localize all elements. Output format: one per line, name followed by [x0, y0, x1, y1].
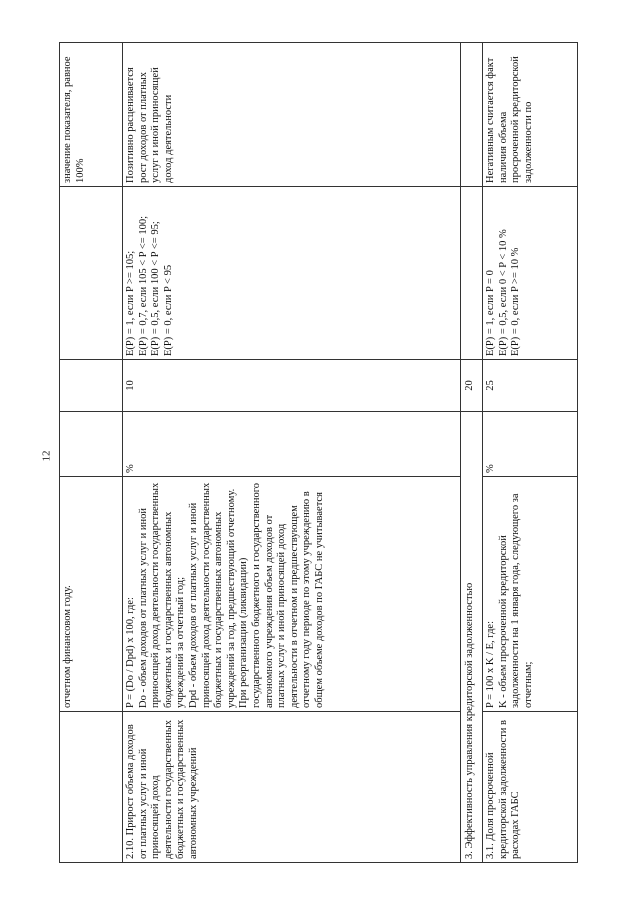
cell-comment [461, 43, 483, 187]
section-weight-cell [461, 360, 483, 412]
formula-line: При реорганизации (ликвидации) государственного бюджетного и государственного автономного учреждения объем доходов от платных услуг и иной приносящей доход деятельности в отчетном и предшествующем отчетному году периоде по этому учреждению в общем объеме доходов по ГАБС не учитывается [238, 482, 325, 708]
cell-unit [483, 412, 578, 477]
scale-line: E(P) = 1, если P = 0 [485, 270, 496, 356]
scale-line: E(P) = 0, если P >= 10 % [510, 247, 522, 356]
cell-weight [60, 360, 123, 412]
cell-formula [123, 477, 461, 712]
cell-name [60, 712, 123, 863]
section-title-cell [461, 412, 483, 863]
cell-comment [60, 43, 123, 187]
cell-comment [483, 43, 578, 187]
formula-line: Do - объем доходов от платных услуг и иной приносящей доход деятельности государственных бюджетных и государственных автономных учреждений за отчетный год; [137, 482, 187, 708]
cell-formula [60, 477, 123, 712]
cell-indicator-name [123, 712, 461, 863]
indicator-name: 3.1. Доля просроченной кредиторской задолженности в расходах ГАБС [485, 720, 522, 859]
weight-text: 10 [125, 380, 136, 391]
cell-weight [483, 360, 578, 412]
comment-text: Позитивно расценивается рост доходов от платных услуг и иной приносящей доход деятельности [125, 67, 174, 183]
comment-text: Негативным считается факт наличия объема просроченной кредиторской задолженности по [485, 56, 534, 183]
formula-line: P = 100 x K / E, где: [485, 621, 496, 708]
indicator-name: 2.10. Прирост объема доходов от платных услуг и иной приносящей доход деятельности государственных бюджетных и государственных автономных учреждений [125, 719, 199, 859]
cell-indicator-name [483, 712, 578, 863]
table-row-continuation [60, 43, 123, 863]
cell-scale [60, 187, 123, 360]
cell-comment [123, 43, 461, 187]
cell-unit [123, 412, 461, 477]
cell-formula [483, 477, 578, 712]
section-title: 3. Эффективность управления кредиторской задолженностью [464, 582, 475, 859]
page-number [40, 446, 52, 466]
unit-text: % [125, 464, 136, 473]
formula-line: Dpd - объем доходов от платных услуг и иной приносящей доход деятельности государственных бюджетных и государственных автономных учреждений за год, предшествующий отчетному. [187, 482, 237, 708]
table-row-3-1 [483, 43, 578, 863]
indicators-table [59, 42, 578, 863]
comment-text: значение показателя, равное 100% [62, 56, 86, 183]
unit-text: % [485, 464, 496, 473]
cell-scale [461, 187, 483, 360]
rotated-table-page [59, 43, 581, 863]
cell-scale [123, 187, 461, 360]
scale-line: E(P) = 0,5, если 100 < P <= 95; [150, 221, 162, 356]
section-weight: 20 [464, 380, 475, 391]
formula-line: K - объем просроченной кредиторской задолженности на 1 января года, следующего за отчетным; [497, 493, 534, 708]
scale-line: E(P) = 0, если P < 95 [162, 264, 174, 356]
formula-text: отчетном финансовом году. [62, 585, 73, 708]
page-number-text: 12 [40, 450, 52, 462]
scale-line: E(P) = 0,5, если 0 < P < 10 % [497, 229, 509, 356]
weight-text: 25 [485, 380, 496, 391]
cell-weight [123, 360, 461, 412]
cell-unit [60, 412, 123, 477]
section-row-3 [461, 43, 483, 863]
formula-line: P = (Do / Dpd) x 100, где: [125, 597, 136, 708]
scale-line: E(P) = 1, если P >= 105; [125, 250, 136, 356]
cell-scale [483, 187, 578, 360]
table-row-2-10 [123, 43, 461, 863]
scale-line: E(P) = 0,7, если 105 < P <= 100; [137, 216, 149, 356]
